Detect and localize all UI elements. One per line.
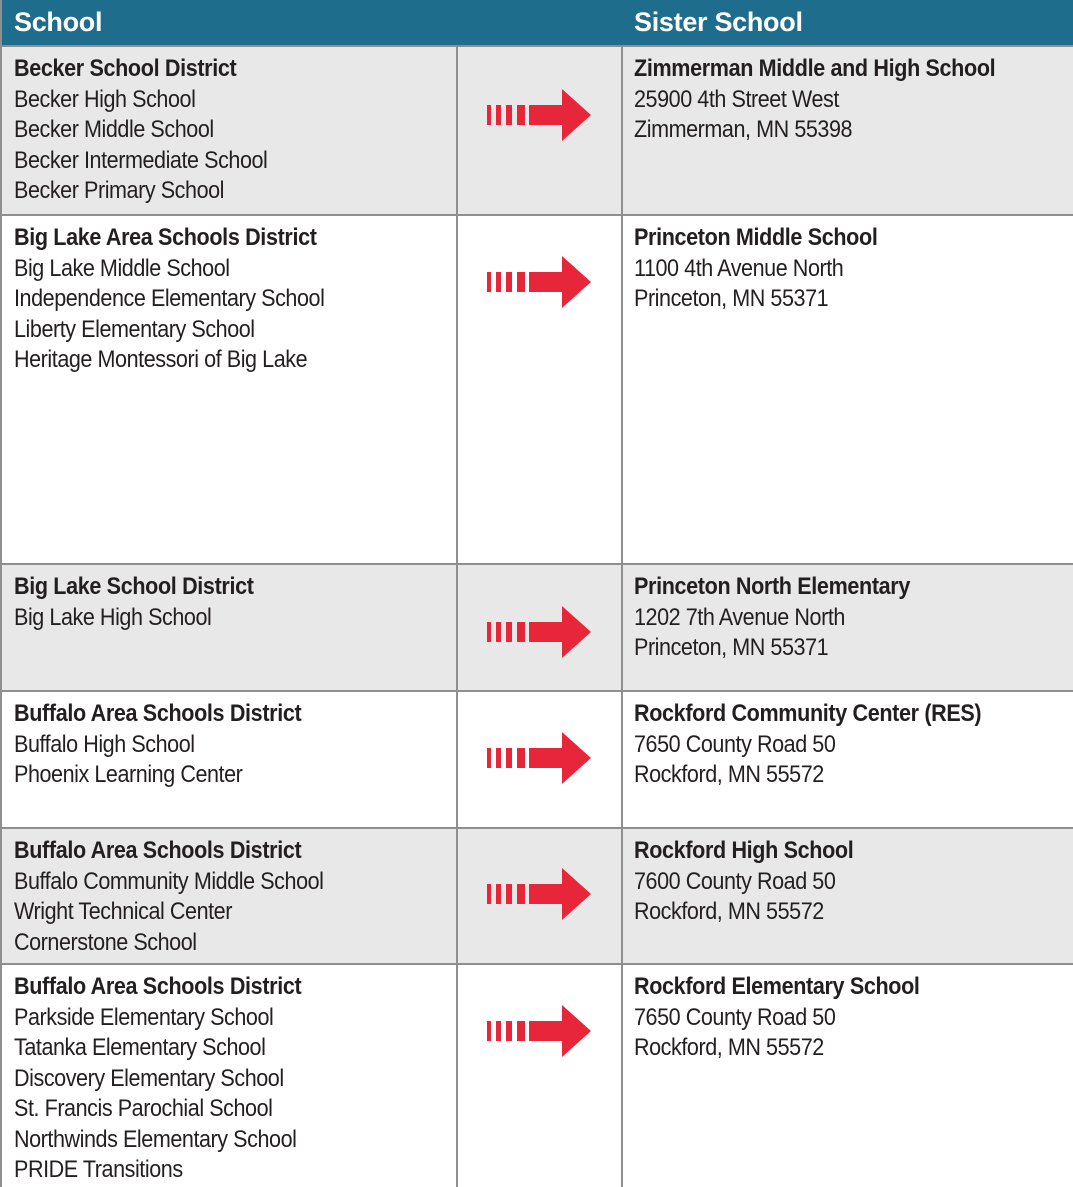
school-name: Becker Primary School bbox=[14, 177, 225, 204]
address-line: Rockford, MN 55572 bbox=[634, 761, 824, 788]
sister-school-cell bbox=[634, 54, 1073, 146]
column-divider bbox=[621, 965, 623, 1187]
sister-school-cell bbox=[634, 699, 1073, 791]
table-row bbox=[2, 692, 1073, 829]
school-name: Heritage Montessori of Big Lake bbox=[14, 346, 308, 373]
school-cell bbox=[14, 223, 452, 376]
table-row bbox=[2, 47, 1073, 216]
sister-school-cell bbox=[634, 223, 1073, 315]
district-name: Buffalo Area Schools District bbox=[14, 973, 302, 1000]
address-line: Princeton, MN 55371 bbox=[634, 285, 829, 312]
district-name: Becker School District bbox=[14, 55, 237, 82]
sister-school-name: Rockford High School bbox=[634, 837, 854, 864]
sister-school-name: Rockford Elementary School bbox=[634, 973, 920, 1000]
district-name: Buffalo Area Schools District bbox=[14, 837, 302, 864]
sister-school-name: Princeton North Elementary bbox=[634, 573, 910, 600]
school-cell bbox=[14, 699, 452, 791]
table-header bbox=[2, 0, 1073, 47]
sister-school-name: Zimmerman Middle and High School bbox=[634, 55, 996, 82]
school-name: Buffalo High School bbox=[14, 730, 195, 758]
sister-school-cell bbox=[634, 972, 1073, 1064]
school-name: Discovery Elementary School bbox=[14, 1064, 284, 1092]
sister-school-name: Princeton Middle School bbox=[634, 224, 878, 251]
school-name: Northwinds Elementary School bbox=[14, 1125, 297, 1153]
school-name: Becker Intermediate School bbox=[14, 146, 268, 174]
school-cell bbox=[14, 836, 452, 958]
school-name: Cornerstone School bbox=[14, 928, 197, 956]
school-cell bbox=[14, 572, 452, 633]
column-divider bbox=[621, 565, 623, 690]
school-name: Phoenix Learning Center bbox=[14, 761, 243, 788]
arrow-right-icon bbox=[487, 732, 593, 784]
column-divider bbox=[621, 692, 623, 827]
column-divider bbox=[456, 829, 458, 963]
column-divider bbox=[456, 692, 458, 827]
table-row bbox=[2, 965, 1073, 1187]
address-line: 7650 County Road 50 bbox=[634, 1003, 836, 1031]
column-divider bbox=[456, 965, 458, 1187]
school-cell bbox=[14, 972, 452, 1186]
school-name: Big Lake Middle School bbox=[14, 254, 230, 282]
address-line: 7650 County Road 50 bbox=[634, 730, 836, 758]
column-divider bbox=[621, 216, 623, 563]
school-name: PRIDE Transitions bbox=[14, 1156, 183, 1183]
arrow-right-icon bbox=[487, 89, 593, 141]
table-row bbox=[2, 565, 1073, 692]
address-line: Rockford, MN 55572 bbox=[634, 1034, 824, 1061]
column-divider bbox=[456, 216, 458, 563]
address-line: 25900 4th Street West bbox=[634, 85, 839, 113]
district-name: Buffalo Area Schools District bbox=[14, 700, 302, 727]
school-name: St. Francis Parochial School bbox=[14, 1095, 273, 1122]
school-column-header: School bbox=[14, 7, 103, 37]
column-divider bbox=[456, 47, 458, 214]
address-line: Princeton, MN 55371 bbox=[634, 634, 829, 661]
district-name: Big Lake Area Schools District bbox=[14, 224, 317, 251]
school-name: Liberty Elementary School bbox=[14, 315, 255, 343]
address-line: 7600 County Road 50 bbox=[634, 867, 836, 895]
school-name: Buffalo Community Middle School bbox=[14, 867, 324, 895]
sister-school-cell bbox=[634, 572, 1073, 664]
arrow-right-icon bbox=[487, 256, 593, 308]
address-line: Zimmerman, MN 55398 bbox=[634, 116, 853, 143]
school-cell bbox=[14, 54, 452, 207]
table-row bbox=[2, 216, 1073, 565]
table-row bbox=[2, 829, 1073, 965]
school-name: Tatanka Elementary School bbox=[14, 1034, 266, 1061]
school-name: Becker High School bbox=[14, 85, 196, 113]
address-line: Rockford, MN 55572 bbox=[634, 898, 824, 925]
arrow-right-icon bbox=[487, 1005, 593, 1057]
school-name: Wright Technical Center bbox=[14, 898, 232, 925]
school-name: Parkside Elementary School bbox=[14, 1003, 274, 1031]
sister-school-cell bbox=[634, 836, 1073, 928]
sister-school-column-header: Sister School bbox=[634, 7, 803, 37]
school-name: Becker Middle School bbox=[14, 116, 214, 143]
school-name: Big Lake High School bbox=[14, 603, 212, 631]
arrow-right-icon bbox=[487, 868, 593, 920]
district-name: Big Lake School District bbox=[14, 573, 254, 600]
arrow-right-icon bbox=[487, 606, 593, 658]
column-divider bbox=[456, 565, 458, 690]
address-line: 1202 7th Avenue North bbox=[634, 603, 845, 631]
address-line: 1100 4th Avenue North bbox=[634, 254, 844, 282]
column-divider bbox=[621, 47, 623, 214]
sister-school-name: Rockford Community Center (RES) bbox=[634, 700, 982, 727]
school-name: Independence Elementary School bbox=[14, 285, 325, 312]
column-divider bbox=[621, 829, 623, 963]
